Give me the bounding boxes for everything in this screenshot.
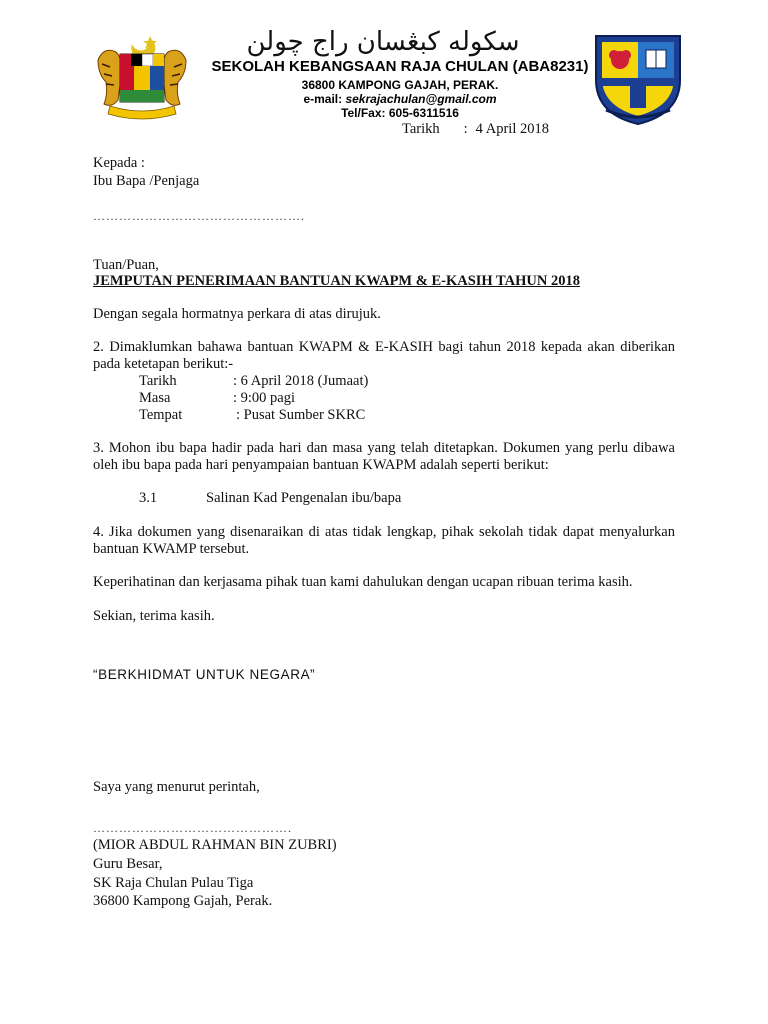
salutation: Tuan/Puan, xyxy=(93,257,159,273)
paragraph-4: 4. Jika dokumen yang disenaraikan di atas tidak lengkap, pihak sekolah tidak dapat menyalurkan bantuan KWAMP tersebut. xyxy=(93,524,675,557)
recipient-name-line: …………………………………………. xyxy=(93,209,305,223)
paragraph-5: Keperihatinan dan kerjasama pihak tuan kami dahulukan dengan ucapan ribuan terima kasih. xyxy=(93,574,633,590)
recipient: Ibu Bapa /Penjaga xyxy=(93,173,200,189)
paragraph-2: 2. Dimaklumkan bahawa bantuan KWAPM & E-KASIH bagi tahun 2018 kepada akan diberikan pada ketetapan berikut:- xyxy=(93,339,675,372)
detail-time-value: : 9:00 pagi xyxy=(233,390,296,406)
signature-line: ………………………………………. xyxy=(93,821,292,835)
jawi-school-name xyxy=(228,22,538,58)
school-name: SEKOLAH KEBANGSAAN RAJA CHULAN (ABA8231) xyxy=(211,58,589,75)
detail-place-value: : Pusat Sumber SKRC xyxy=(236,407,366,423)
school-telfax: Tel/Fax: 605-6311516 xyxy=(341,106,459,120)
list-item-text: Salinan Kad Pengenalan ibu/bapa xyxy=(206,490,402,506)
email-label: e-mail: xyxy=(303,92,346,106)
signatory-name: (MIOR ABDUL RAHMAN BIN ZUBRI) xyxy=(93,837,337,853)
paragraph-3: 3. Mohon ibu bapa hadir pada hari dan masa yang telah ditetapkan. Dokumen yang perlu dibawa oleh ibu bapa pada hari penyampaian bantuan KWAPM adalah seperti berikut: xyxy=(93,440,675,473)
detail-date-label: Tarikh xyxy=(139,373,177,389)
date-colon: : xyxy=(463,121,468,137)
school-email-line xyxy=(160,92,640,106)
date-label: Tarikh xyxy=(402,121,440,137)
school-address: 36800 KAMPONG GAJAH, PERAK. xyxy=(301,78,499,92)
signatory-school: SK Raja Chulan Pulau Tiga xyxy=(93,875,254,891)
date-line xyxy=(402,121,549,138)
school-email: sekrajachulan@gmail.com xyxy=(345,92,497,106)
recipient-label: Kepada : xyxy=(93,155,145,171)
paragraph-6: Sekian, terima kasih. xyxy=(93,608,215,624)
detail-time-label: Masa xyxy=(139,390,171,406)
school-badge-icon xyxy=(592,30,684,126)
motto: “BERKHIDMAT UNTUK NEGARA” xyxy=(93,667,316,682)
signatory-address: 36800 Kampong Gajah, Perak. xyxy=(93,893,273,909)
jawi-school-name-text: سکوله کبڠسان راج چولن xyxy=(246,27,520,57)
detail-date-value: : 6 April 2018 (Jumaat) xyxy=(233,373,369,389)
paragraph-1: Dengan segala hormatnya perkara di atas dirujuk. xyxy=(93,306,381,322)
letterhead xyxy=(0,0,768,125)
closing: Saya yang menurut perintah, xyxy=(93,779,260,795)
detail-place-label: Tempat xyxy=(139,407,183,423)
signatory-title: Guru Besar, xyxy=(93,856,163,872)
date-value: 4 April 2018 xyxy=(475,121,549,137)
subject: JEMPUTAN PENERIMAAN BANTUAN KWAPM & E-KASIH TAHUN 2018 xyxy=(93,273,580,289)
list-item-number: 3.1 xyxy=(139,490,158,506)
